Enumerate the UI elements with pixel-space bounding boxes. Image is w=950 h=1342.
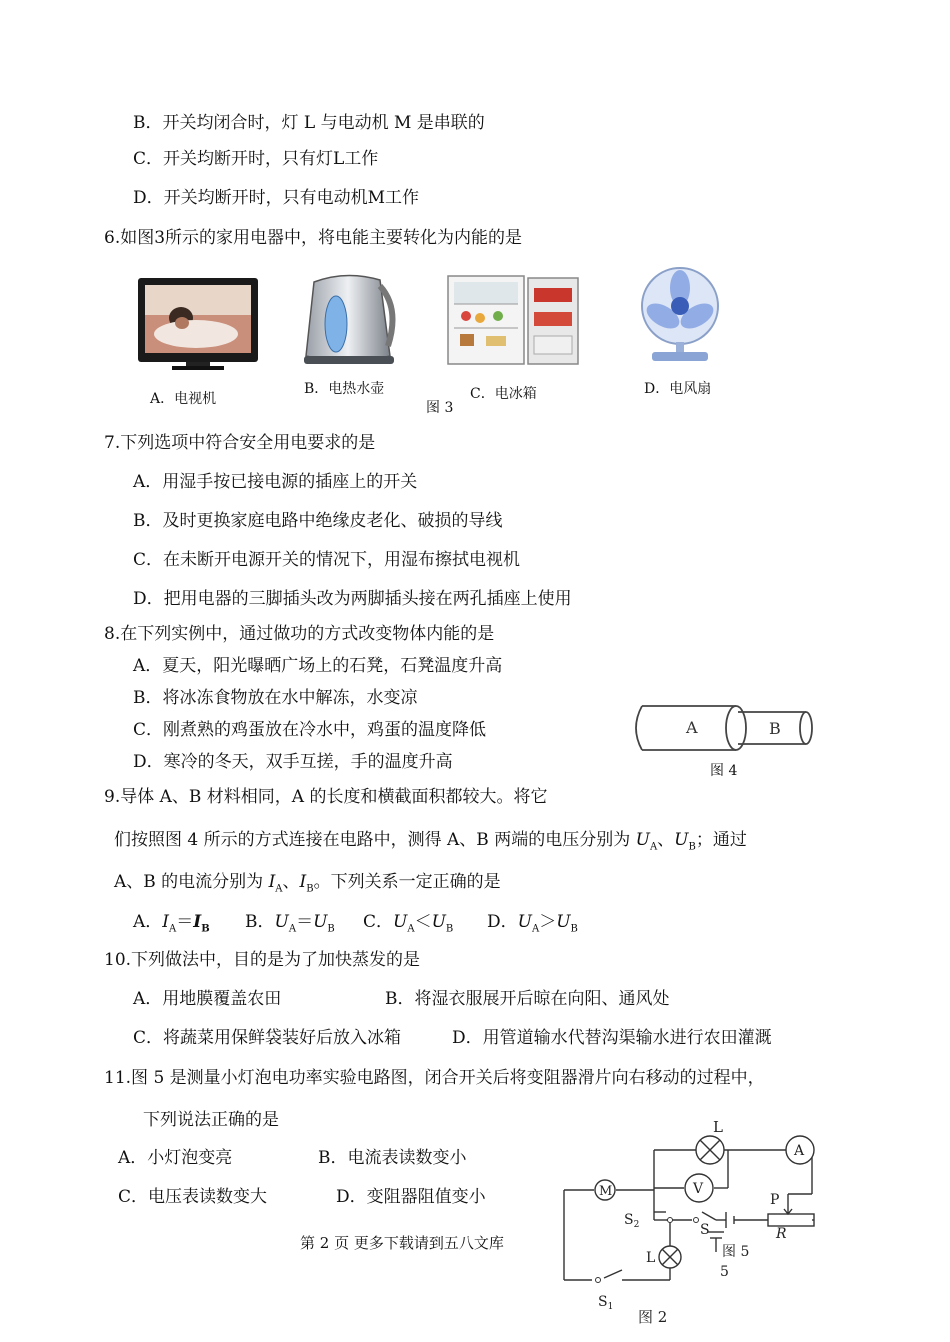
q6-option-c: C．电冰箱	[470, 386, 537, 402]
q9-option-d: D．$U_A>U_B$	[487, 912, 578, 935]
q10-stem: 10.下列做法中，目的是为了加快蒸发的是	[104, 950, 421, 970]
q11-stem: 11.图 5 是测量小灯泡电功率实验电路图，闭合开关后将变阻器滑片向右移动的过程中，	[104, 1068, 765, 1088]
q9-line3: A、B 的电流分别为 $I_A$、$I_B$。下列关系一定正确的是	[114, 872, 501, 895]
switch-label-S2: $S_2$	[624, 1212, 640, 1230]
q10-option-c: C．将蔬菜用保鲜袋装好后放入冰箱	[133, 1028, 402, 1048]
q11-option-a: A．小灯泡变亮	[118, 1148, 233, 1168]
fig3-caption: 图 3	[426, 400, 454, 416]
q5-option-d: D．开关均断开时，只有电动机M工作	[133, 188, 420, 208]
fig4-label-b: B	[769, 719, 781, 738]
circuit-diagram	[556, 1120, 826, 1342]
q8-option-b: B．将冰冻食物放在水中解冻，水变凉	[133, 688, 418, 708]
circuit-label-L: L	[713, 1120, 723, 1136]
fig2-caption: 图 2	[638, 1308, 668, 1326]
lamp-label-L2: L	[646, 1250, 656, 1266]
q10-option-b: B．将湿衣服展开后晾在向阳、通风处	[385, 989, 670, 1009]
fan-image	[634, 264, 726, 364]
q7-option-a: A．用湿手按已接电源的插座上的开关	[133, 472, 418, 492]
fig5-number: 5	[720, 1264, 729, 1280]
q6-option-a: A．电视机	[150, 391, 217, 407]
switch-label-S: S	[700, 1222, 710, 1238]
q9-line2: 们按照图 4 所示的方式连接在电路中，测得 A、B 两端的电压分别为 $U_A$、$U_B$；通过	[114, 830, 747, 853]
rheostat-label-R: R	[776, 1226, 787, 1242]
voltmeter-label: V	[693, 1181, 704, 1197]
q7-option-c: C．在未断开电源开关的情况下，用湿布擦拭电视机	[133, 550, 521, 570]
fig4-diagram	[628, 700, 818, 758]
q9-option-a: A．$I_A=I_B$	[133, 912, 210, 935]
q5-option-c: C．开关均断开时，只有灯L工作	[133, 149, 379, 169]
page-footer: 第 2 页 更多下载请到五八文库	[300, 1234, 504, 1252]
q8-option-d: D．寒冷的冬天，双手互搓，手的温度升高	[133, 752, 453, 772]
q11-option-c: C．电压表读数变大	[118, 1187, 268, 1207]
fig4-label-a: A	[686, 718, 698, 737]
q11-stem2: 下列说法正确的是	[143, 1110, 279, 1130]
q6-stem: 6.如图3所示的家用电器中，将电能主要转化为内能的是	[104, 228, 523, 248]
slider-label-P: P	[770, 1192, 780, 1208]
fig5-caption: 图 5	[722, 1244, 750, 1260]
motor-label: M	[599, 1184, 613, 1199]
q11-option-d: D．变阻器阻值变小	[336, 1187, 486, 1207]
q7-stem: 7.下列选项中符合安全用电要求的是	[104, 433, 376, 453]
q6-option-b: B．电热水壶	[304, 381, 385, 397]
q9-line1: 9.导体 A、B 材料相同，A 的长度和横截面积都较大。将它	[104, 787, 548, 807]
q6-option-d: D．电风扇	[644, 381, 712, 397]
switch-label-S1: $S_1$	[598, 1294, 614, 1312]
tv-image	[136, 276, 260, 372]
q7-option-b: B．及时更换家庭电路中绝缘皮老化、破损的导线	[133, 511, 503, 531]
q7-option-d: D．把用电器的三脚插头改为两脚插头接在两孔插座上使用	[133, 589, 572, 609]
q9-option-b: B．$U_A=U_B$	[245, 912, 335, 935]
q8-option-a: A．夏天，阳光曝晒广场上的石凳，石凳温度升高	[133, 656, 503, 676]
q8-option-c: C．刚煮熟的鸡蛋放在冷水中，鸡蛋的温度降低	[133, 720, 487, 740]
fig4-caption: 图 4	[710, 763, 738, 779]
q11-option-b: B．电流表读数变小	[318, 1148, 467, 1168]
ammeter-label: A	[794, 1143, 805, 1159]
q5-option-b: B．开关均闭合时，灯 L 与电动机 M 是串联的	[133, 113, 485, 133]
q9-option-c: C．$U_A<U_B$	[363, 912, 454, 935]
fridge-image	[446, 274, 582, 366]
kettle-image	[296, 268, 402, 368]
q8-stem: 8.在下列实例中，通过做功的方式改变物体内能的是	[104, 624, 495, 644]
q10-option-d: D．用管道输水代替沟渠输水进行农田灌溉	[452, 1028, 772, 1048]
q10-option-a: A．用地膜覆盖农田	[133, 989, 282, 1009]
